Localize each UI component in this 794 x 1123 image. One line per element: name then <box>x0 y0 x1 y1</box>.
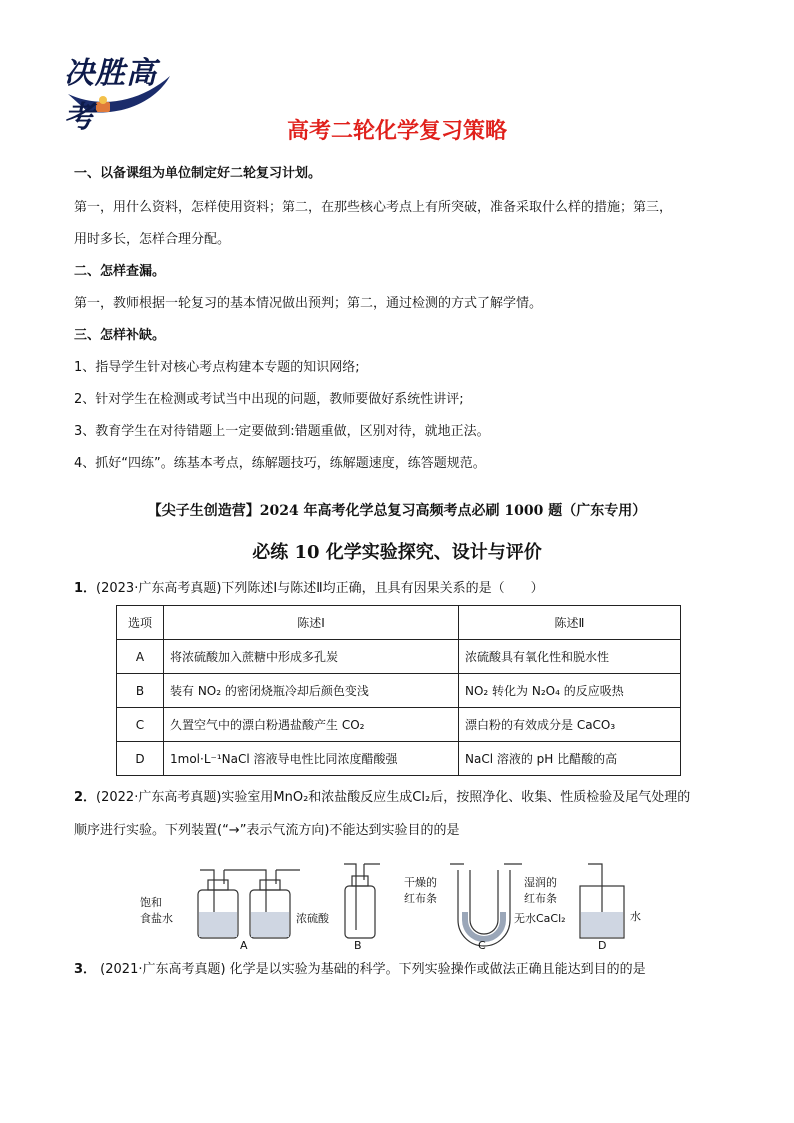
strategy-heading-2: 二、怎样查漏。 <box>74 264 166 279</box>
options-table <box>116 605 681 776</box>
label-d: D <box>598 939 607 950</box>
strategy-paragraph-1b: 用时多长，怎样合理分配。 <box>74 232 231 247</box>
table-row <box>117 742 681 776</box>
strategy-paragraph-2: 第一，教师根据一轮复习的基本情况做出预判；第二，通过检测的方式了解学情。 <box>74 296 543 311</box>
label-c: C <box>478 939 486 950</box>
label-wet: 湿润的 <box>524 876 557 889</box>
question-text: (2022·广东高考真题)实验室用MnO₂和浓盐酸反应生成Cl₂后，按照净化、收集、性质检验及尾气处理的 <box>96 790 691 805</box>
label-red-cloth-1: 红布条 <box>404 892 437 905</box>
label-conc-sulfuric: 浓硫酸 <box>296 912 329 925</box>
page-title: 高考二轮化学复习策略 <box>286 119 507 144</box>
table-row <box>117 674 681 708</box>
subtitle: 【尖子生创造营】2024 年高考化学总复习高频考点必刷 1000 题（广东专用） <box>147 503 647 519</box>
logo-text: 决胜高考 <box>64 56 157 135</box>
label-b: B <box>354 939 362 950</box>
strategy-heading-1: 一、以备课组为单位制定好二轮复习计划。 <box>74 166 322 181</box>
question-number: 2． <box>74 790 97 805</box>
question-2-line-2: 顺序进行实验。下列装置(“→”表示气流方向)不能达到实验目的的是 <box>74 823 460 838</box>
statement-1: 1mol·L⁻¹NaCl 溶液导电性比同浓度醋酸强 <box>164 742 459 776</box>
column-header: 陈述Ⅱ <box>459 606 681 640</box>
question-text: (2021·广东高考真题) 化学是以实验为基础的科学。下列实验操作或做法正确且能达到目的的是 <box>96 962 646 977</box>
table-row <box>117 640 681 674</box>
option-label: B <box>117 674 164 708</box>
section-title: 必练 10 化学实验探究、设计与评价 <box>252 542 542 563</box>
strategy-heading-3: 三、怎样补缺。 <box>74 328 166 343</box>
label-brine: 食盐水 <box>140 912 173 925</box>
question-number: 3． <box>74 962 97 977</box>
strategy-paragraph-1: 第一，用什么资料，怎样使用资料；第二，在那些核心考点上有所突破，准备采取什么样的措施；第三， <box>74 200 673 215</box>
label-anhydrous-cacl2: 无水CaCl₂ <box>514 912 566 925</box>
statement-1: 久置空气中的漂白粉遇盐酸产生 CO₂ <box>164 708 459 742</box>
question-number: 1． <box>74 581 97 596</box>
statement-2: 浓硫酸具有氧化性和脱水性 <box>459 640 681 674</box>
option-label: C <box>117 708 164 742</box>
question-text: (2023·广东高考真题)下列陈述Ⅰ与陈述Ⅱ均正确，且具有因果关系的是（ ） <box>96 581 544 596</box>
strategy-item: 2、针对学生在检测或考试当中出现的问题，教师要做好系统性讲评; <box>74 392 464 407</box>
statement-2: NO₂ 转化为 N₂O₄ 的反应吸热 <box>459 674 681 708</box>
statement-2: NaCl 溶液的 pH 比醋酸的高 <box>459 742 681 776</box>
option-label: A <box>117 640 164 674</box>
table-header-row <box>117 606 681 640</box>
strategy-item: 3、教育学生在对待错题上一定要做到:错题重做，区别对待，就地正法。 <box>74 424 490 439</box>
statement-1: 将浓硫酸加入蔗糖中形成多孔炭 <box>164 640 459 674</box>
statement-2: 漂白粉的有效成分是 CaCO₃ <box>459 708 681 742</box>
strategy-item: 1、指导学生针对核心考点构建本专题的知识网络; <box>74 360 360 375</box>
column-header: 选项 <box>117 606 164 640</box>
statement-1: 装有 NO₂ 的密闭烧瓶冷却后颜色变浅 <box>164 674 459 708</box>
label-saturated: 饱和 <box>140 896 162 909</box>
question-3 <box>74 955 734 985</box>
question-1 <box>74 574 734 604</box>
label-red-cloth-2: 红布条 <box>524 892 557 905</box>
label-dry: 干燥的 <box>404 876 437 889</box>
option-label: D <box>117 742 164 776</box>
table-row <box>117 708 681 742</box>
apparatus-figure <box>140 850 660 950</box>
strategy-item: 4、抓好“四练”。练基本考点，练解题技巧，练解题速度，练答题规范。 <box>74 456 486 471</box>
question-2 <box>74 783 734 813</box>
label-water: 水 <box>630 910 641 923</box>
column-header: 陈述Ⅰ <box>164 606 459 640</box>
label-a: A <box>240 939 248 950</box>
